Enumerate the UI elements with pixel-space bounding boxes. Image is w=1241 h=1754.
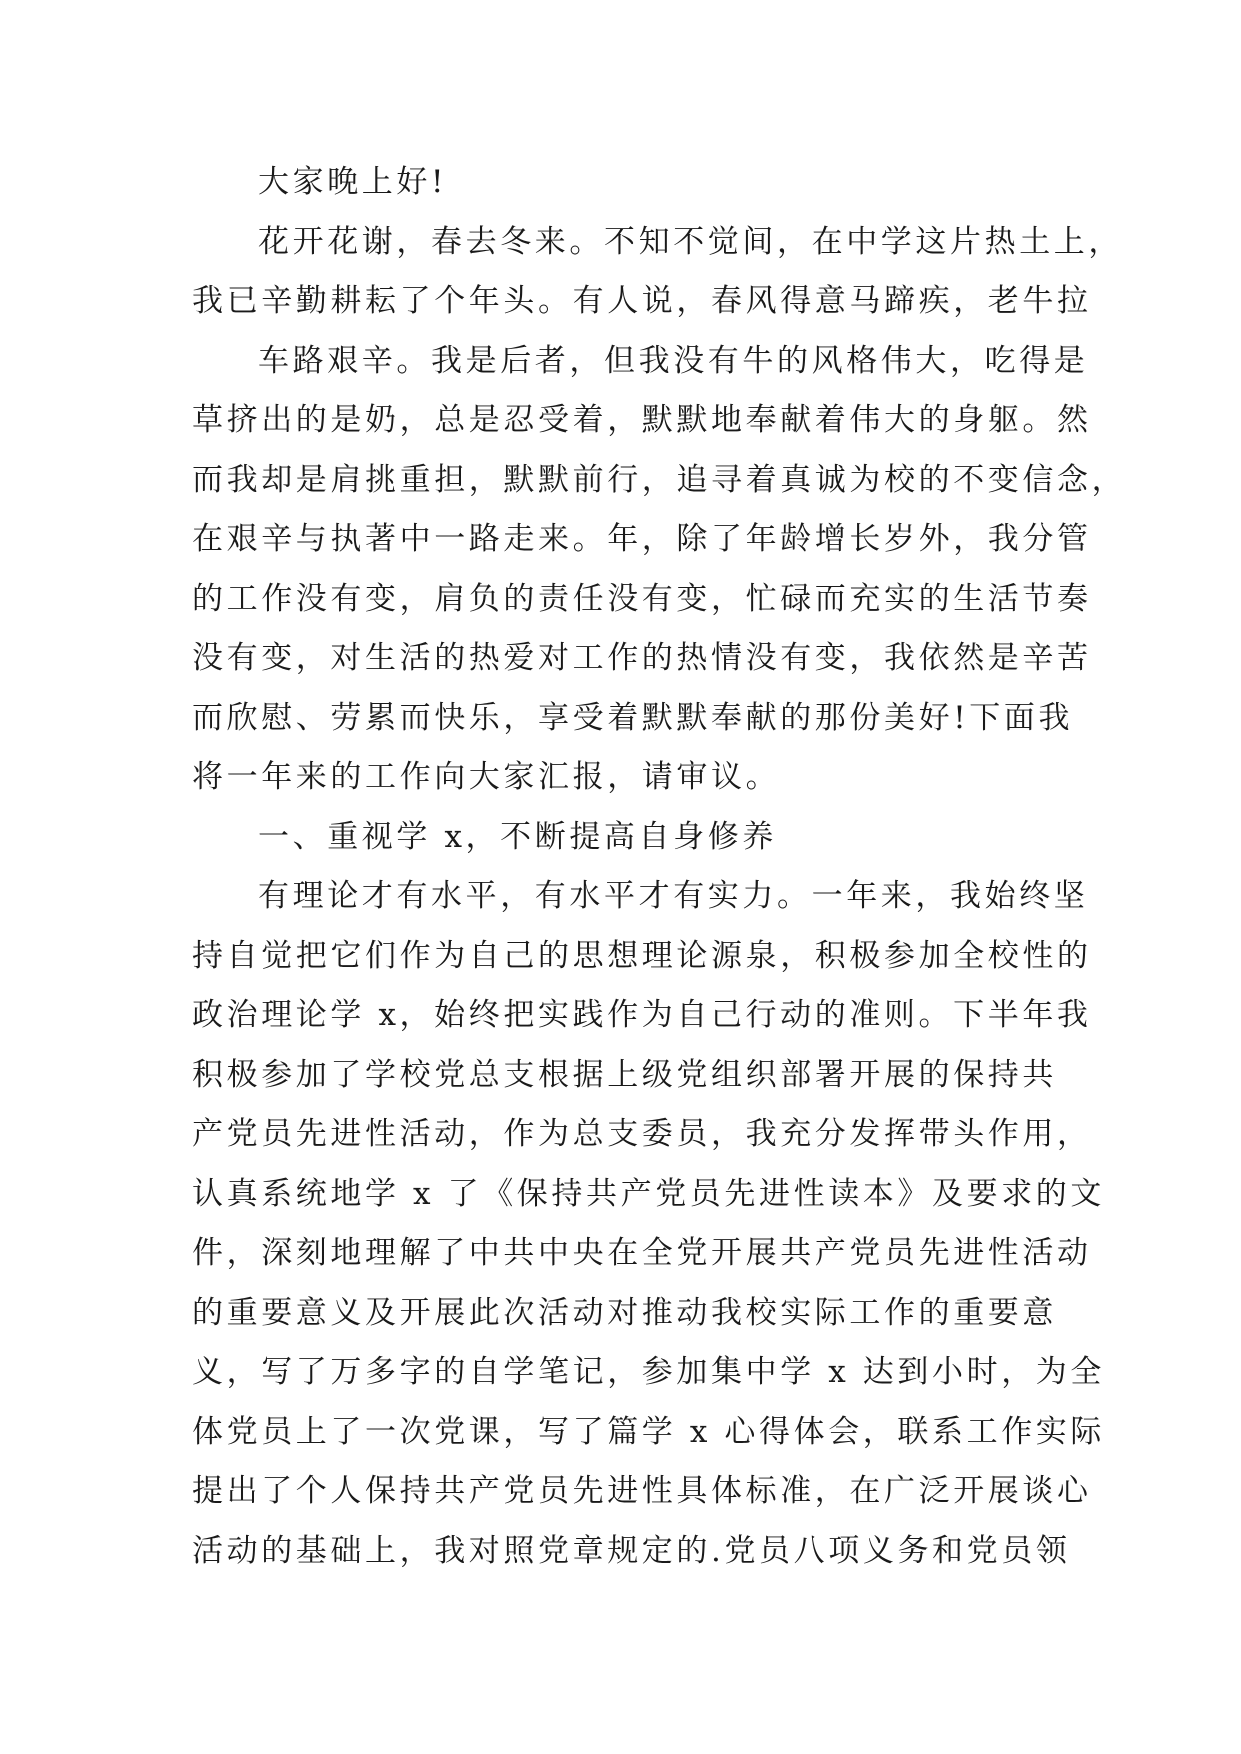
- paragraph-line: 义，写了万多字的自学笔记，参加集中学 x 达到小时，为全: [192, 1354, 1105, 1390]
- paragraph-line: 的工作没有变，肩负的责任没有变，忙碌而充实的生活节奏: [192, 580, 1092, 617]
- paragraph-line: 有理论才有水平，有水平才有实力。一年来，我始终坚: [258, 878, 1089, 914]
- paragraph-line: 将一年来的工作向大家汇报，请审议。: [192, 759, 781, 795]
- paragraph-line: 在艰辛与执著中一路走来。年，除了年龄增长岁外，我分管: [192, 521, 1092, 557]
- paragraph-line: 的重要意义及开展此次活动对推动我校实际工作的重要意: [192, 1294, 1057, 1331]
- paragraph-line: 件，深刻地理解了中共中央在全党开展共产党员先进性活动: [192, 1235, 1092, 1271]
- paragraph-line: 而欣慰、劳累而快乐，享受着默默奉献的那份美好!下面我: [192, 699, 1074, 736]
- paragraph-line: 没有变，对生活的热爱对工作的热情没有变，我依然是辛苦: [192, 640, 1092, 676]
- greeting-line: 大家晚上好!: [258, 164, 448, 200]
- paragraph-line: 产党员先进性活动，作为总支委员，我充分发挥带头作用，: [192, 1116, 1092, 1152]
- paragraph-line: 我已辛勤耕耘了个年头。有人说，春风得意马蹄疾，老牛拉: [192, 283, 1092, 319]
- paragraph-line: 提出了个人保持共产党员先进性具体标准，在广泛开展谈心: [192, 1473, 1092, 1509]
- paragraph-line: 认真系统地学 x 了《保持共产党员先进性读本》及要求的文: [192, 1175, 1105, 1212]
- paragraph-line: 体党员上了一次党课，写了篇学 x 心得体会，联系工作实际: [192, 1413, 1105, 1450]
- paragraph-line: 持自觉把它们作为自己的思想理论源泉，积极参加全校性的: [192, 937, 1092, 974]
- paragraph-line: 积极参加了学校党总支根据上级党组织部署开展的保持共: [192, 1056, 1057, 1093]
- paragraph-line: 政治理论学 x，始终把实践作为自己行动的准则。下半年我: [192, 997, 1092, 1033]
- paragraph-line: 草挤出的是奶，总是忍受着，默默地奉献着伟大的身躯。然: [192, 402, 1092, 438]
- paragraph-line: 车路艰辛。我是后者，但我没有牛的风格伟大，吃得是: [258, 342, 1089, 379]
- document-body: [192, 162, 1127, 1590]
- paragraph-line: 而我却是肩挑重担，默默前行，追寻着真诚为校的不变信念，: [192, 461, 1127, 498]
- paragraph-line: 活动的基础上，我对照党章规定的.党员八项义务和党员领: [192, 1532, 1071, 1569]
- paragraph-line: 花开花谢，春去冬来。不知不觉间，在中学这片热土上，: [258, 223, 1123, 260]
- section-heading: 一、重视学 x，不断提高自身修养: [258, 818, 777, 855]
